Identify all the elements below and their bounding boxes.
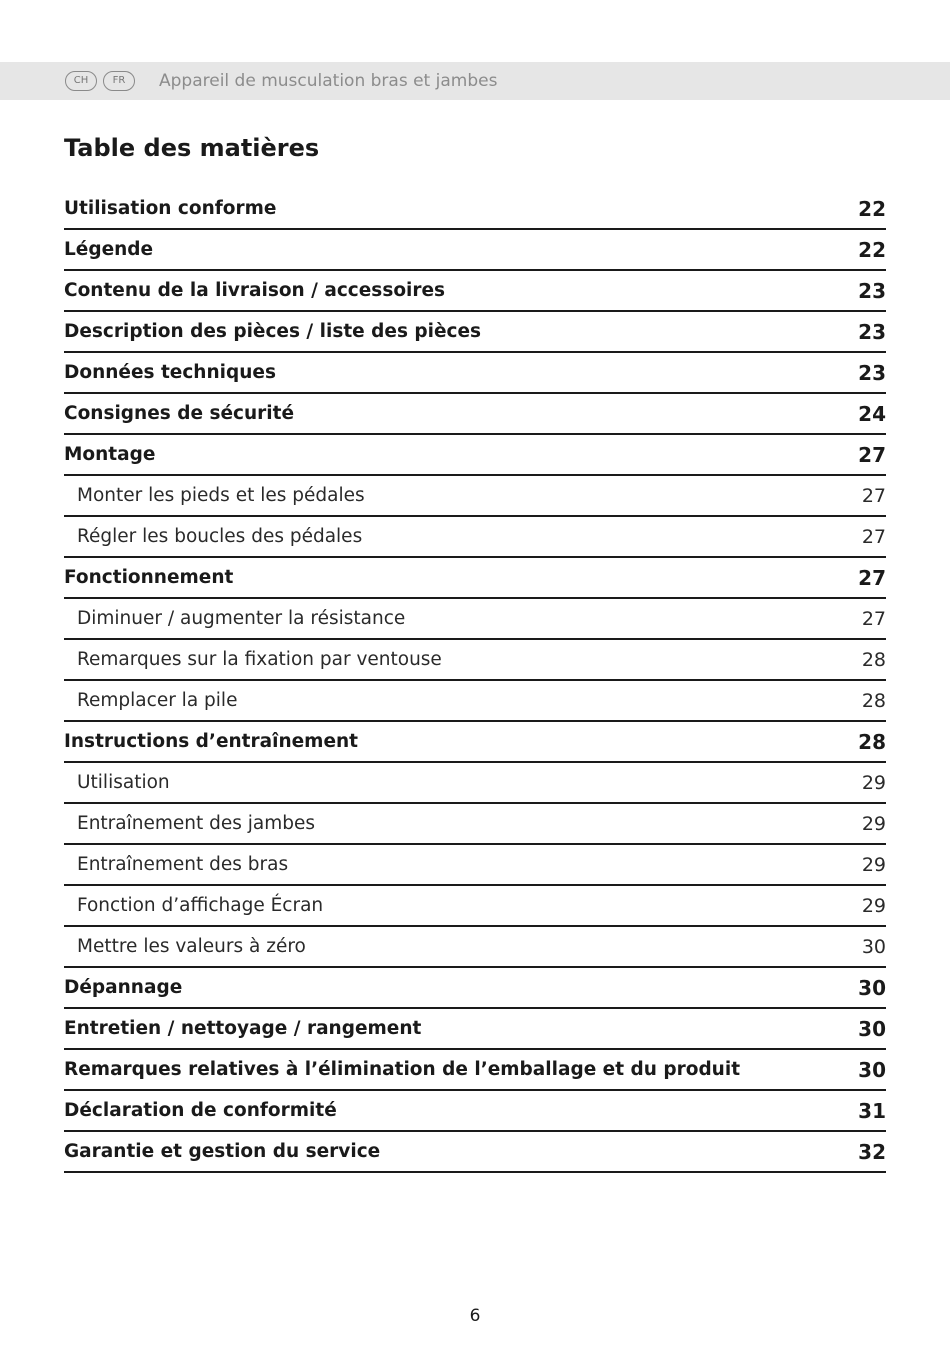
toc-subsection-entry[interactable] (64, 927, 886, 968)
toc-entry-page: 27 (861, 484, 886, 507)
toc-entry-page: 22 (858, 196, 886, 221)
toc-entry-page: 27 (858, 565, 886, 590)
toc-entry-label: Contenu de la livraison / accessoires (64, 280, 446, 301)
toc-section-entry[interactable] (64, 1050, 886, 1091)
toc-entry-label: Description des pièces / liste des pièces (64, 321, 482, 342)
toc-entry-page: 23 (858, 319, 886, 344)
toc-entry-page: 23 (858, 360, 886, 385)
toc-entry-page: 28 (858, 729, 886, 754)
toc-entry-page: 29 (861, 853, 886, 876)
toc-entry-label: Mettre les valeurs à zéro (77, 936, 306, 957)
toc-entry-label: Dépannage (64, 977, 183, 998)
country-badge-ch: CH (65, 71, 97, 91)
toc-entry-page: 30 (861, 935, 886, 958)
toc-entry-label: Remarques sur la fixation par ventouse (77, 649, 442, 670)
header-band (0, 62, 950, 100)
toc-entry-label: Monter les pieds et les pédales (77, 485, 365, 506)
toc-section-entry[interactable] (64, 1132, 886, 1173)
product-title: Appareil de musculation bras et jambes (159, 71, 498, 91)
toc-entry-label: Instructions d’entraînement (64, 731, 359, 752)
toc-entry-label: Utilisation conforme (64, 198, 277, 219)
toc-subsection-entry[interactable] (64, 804, 886, 845)
toc-section-entry[interactable] (64, 312, 886, 353)
toc-entry-page: 32 (858, 1139, 886, 1164)
toc-entry-page: 24 (858, 401, 886, 426)
toc-entry-page: 27 (858, 442, 886, 467)
toc-section-entry[interactable] (64, 722, 886, 763)
toc-entry-label: Entraînement des bras (77, 854, 289, 875)
toc-section-entry[interactable] (64, 353, 886, 394)
language-badge-fr: FR (103, 71, 135, 91)
toc-entry-label: Montage (64, 444, 156, 465)
toc-entry-page: 29 (861, 771, 886, 794)
toc-subsection-entry[interactable] (64, 886, 886, 927)
toc-entry-page: 28 (861, 689, 886, 712)
toc-list (64, 189, 886, 1173)
toc-section-entry[interactable] (64, 1009, 886, 1050)
page-number: 6 (469, 1306, 481, 1326)
toc-subsection-entry[interactable] (64, 476, 886, 517)
toc-entry-label: Entraînement des jambes (77, 813, 316, 834)
toc-section-entry[interactable] (64, 189, 886, 230)
toc-entry-page: 29 (861, 894, 886, 917)
toc-entry-label: Régler les boucles des pédales (77, 526, 363, 547)
toc-entry-label: Légende (64, 239, 154, 260)
toc-entry-page: 29 (861, 812, 886, 835)
toc-section-entry[interactable] (64, 968, 886, 1009)
toc-entry-label: Fonction d’affichage Écran (77, 895, 324, 916)
toc-section-entry[interactable] (64, 271, 886, 312)
toc-entry-label: Remarques relatives à l’élimination de l’emballage et du produit (64, 1059, 741, 1080)
toc-entry-page: 27 (861, 607, 886, 630)
toc-title: Table des matières (64, 134, 320, 162)
toc-entry-label: Données techniques (64, 362, 276, 383)
toc-subsection-entry[interactable] (64, 763, 886, 804)
toc-entry-page: 27 (861, 525, 886, 548)
toc-subsection-entry[interactable] (64, 640, 886, 681)
toc-entry-page: 22 (858, 237, 886, 262)
toc-entry-page: 30 (858, 1016, 886, 1041)
toc-subsection-entry[interactable] (64, 599, 886, 640)
toc-entry-page: 28 (861, 648, 886, 671)
toc-entry-label: Remplacer la pile (77, 690, 238, 711)
toc-section-entry[interactable] (64, 1091, 886, 1132)
toc-entry-label: Garantie et gestion du service (64, 1141, 381, 1162)
toc-subsection-entry[interactable] (64, 681, 886, 722)
toc-entry-label: Utilisation (77, 772, 170, 793)
toc-subsection-entry[interactable] (64, 845, 886, 886)
toc-entry-label: Fonctionnement (64, 567, 234, 588)
toc-entry-label: Consignes de sécurité (64, 403, 295, 424)
toc-entry-page: 31 (858, 1098, 886, 1123)
toc-entry-label: Déclaration de conformité (64, 1100, 337, 1121)
toc-subsection-entry[interactable] (64, 517, 886, 558)
toc-entry-label: Entretien / nettoyage / rangement (64, 1018, 422, 1039)
toc-entry-page: 30 (858, 975, 886, 1000)
toc-entry-page: 30 (858, 1057, 886, 1082)
toc-entry-label: Diminuer / augmenter la résistance (77, 608, 406, 629)
toc-section-entry[interactable] (64, 230, 886, 271)
toc-section-entry[interactable] (64, 435, 886, 476)
toc-section-entry[interactable] (64, 394, 886, 435)
toc-entry-page: 23 (858, 278, 886, 303)
toc-section-entry[interactable] (64, 558, 886, 599)
